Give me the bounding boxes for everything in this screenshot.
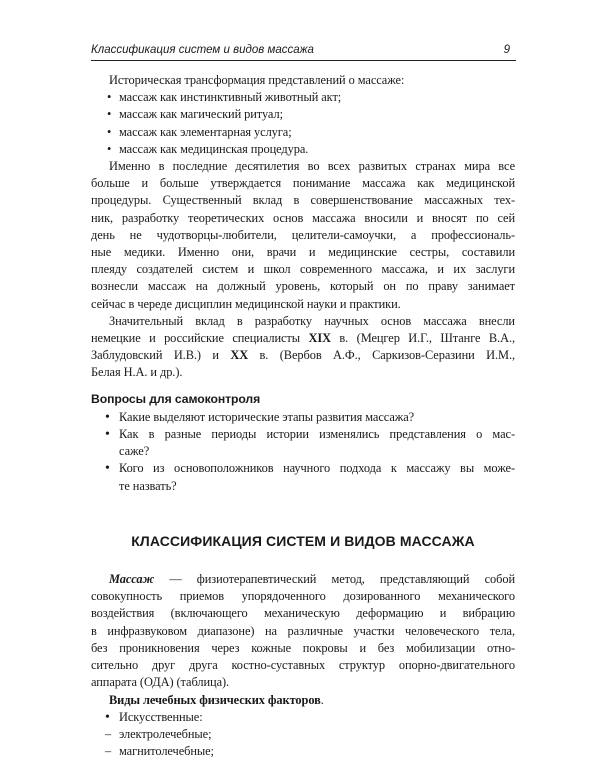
- self-check-heading: Вопросы для самоконтроля: [91, 391, 261, 406]
- text-line: Именно в последние десятилетия во всех развитых странах мира все: [109, 159, 515, 174]
- page-body: [91, 72, 515, 760]
- history-list-item: • массаж как медицинская процедура.: [91, 141, 515, 158]
- running-header: [91, 42, 516, 61]
- text-line: процедуры. Существенный вклад в совершенствование массажных тех-: [91, 193, 515, 208]
- history-list-item: • массаж как магический ритуал;: [91, 106, 515, 123]
- question-item: [91, 426, 515, 460]
- running-header-title: Классификация систем и видов массажа: [91, 44, 314, 56]
- factor-types-heading: [91, 692, 515, 709]
- text-fragment: в. (Мецгер И.Г., Штанге В.А.,: [330, 331, 516, 346]
- century-label: XX: [230, 348, 249, 363]
- text-line: сительно друг друга костно-суставных структур опорно-двигательного: [91, 658, 515, 673]
- text-line: совокупность приемов упорядоченного дозированного механического: [91, 589, 515, 604]
- massage-definition: [91, 571, 515, 691]
- text-line: те назвать?: [119, 478, 177, 493]
- century-label: XIX: [308, 331, 331, 346]
- text-line: без проникновения через кожные покровы и без мобилизации отно-: [91, 640, 515, 655]
- self-check-list: [91, 409, 515, 495]
- page-number: 9: [503, 44, 510, 56]
- text-line: сейчас в череде дисциплин медицинской науки и практики.: [91, 296, 401, 311]
- text-line: [91, 347, 515, 364]
- section-title: КЛАССИФИКАЦИЯ СИСТЕМ И ВИДОВ МАССАЖА: [131, 532, 475, 549]
- text-line: больше и больше утверждается понимание массажа как медицинской: [91, 176, 515, 191]
- text-fragment: немецкие и российские специалисты: [91, 331, 309, 346]
- text-line: ные медики. Именно они, врачи и медицинские сестры, составили: [91, 245, 515, 260]
- history-list-item: • массаж как инстинктивный животный акт;: [91, 89, 515, 106]
- text-fragment: в. (Вербов А.Ф., Саркизов-Серазини И.М.,: [248, 348, 515, 363]
- definition-term: Массаж: [109, 572, 155, 587]
- text-line: ник, разработку теоретических основ массажа вносили и вносят по сей: [91, 210, 515, 225]
- text-line: плеяду создателей систем и школ современного массажа, и их заслуги: [91, 262, 515, 277]
- text-line: в инфразвуковом диапазоне) на различные участки человеческого тела,: [91, 623, 515, 638]
- paragraph-specialists: [91, 313, 515, 382]
- text-line: [91, 571, 515, 588]
- question-item: [91, 460, 515, 494]
- text-fragment: .: [320, 692, 324, 707]
- history-list: [91, 89, 515, 158]
- text-line: день не чудотворцы-любители, целители-самоучки, а профессиональ-: [91, 227, 515, 242]
- text-line: Белая Н.А. и др.).: [91, 365, 183, 380]
- text-line: аппарата (ОДА) (таблица).: [91, 675, 230, 690]
- text-line: [91, 330, 515, 347]
- text-fragment: Виды лечебных физических факторов: [109, 692, 321, 707]
- text-fragment: — физиотерапевтический метод, представляющий собой: [154, 572, 515, 587]
- text-line: • Кого из основоположников научного подхода к массажу вы може-: [119, 461, 515, 476]
- text-line: Значительный вклад в разработку научных основ массажа внесли: [109, 313, 515, 328]
- text-line: • Какие выделяют исторические этапы развития массажа?: [119, 409, 415, 424]
- text-line: воздействия (включающего механическую деформацию и вибрацию: [91, 606, 515, 621]
- factor-subtype-item: – электролечебные;: [91, 726, 515, 743]
- history-list-item: • массаж как элементарная услуга;: [91, 124, 515, 141]
- question-item: [91, 409, 515, 426]
- factor-subtype-item: – магнитолечебные;: [91, 743, 515, 760]
- intro-lead: Историческая трансформация представлений о массаже:: [109, 73, 405, 87]
- factor-type-item: • Искусственные:: [91, 709, 515, 726]
- text-line: • Как в разные периоды истории изменялись представления о мас-: [119, 427, 515, 442]
- text-line: саже?: [119, 444, 150, 459]
- text-fragment: Заблудовский И.В.) и: [91, 348, 231, 363]
- paragraph-modern-view: [91, 158, 515, 313]
- text-line: вознесли массаж на должный уровень, который он по праву занимает: [91, 279, 515, 294]
